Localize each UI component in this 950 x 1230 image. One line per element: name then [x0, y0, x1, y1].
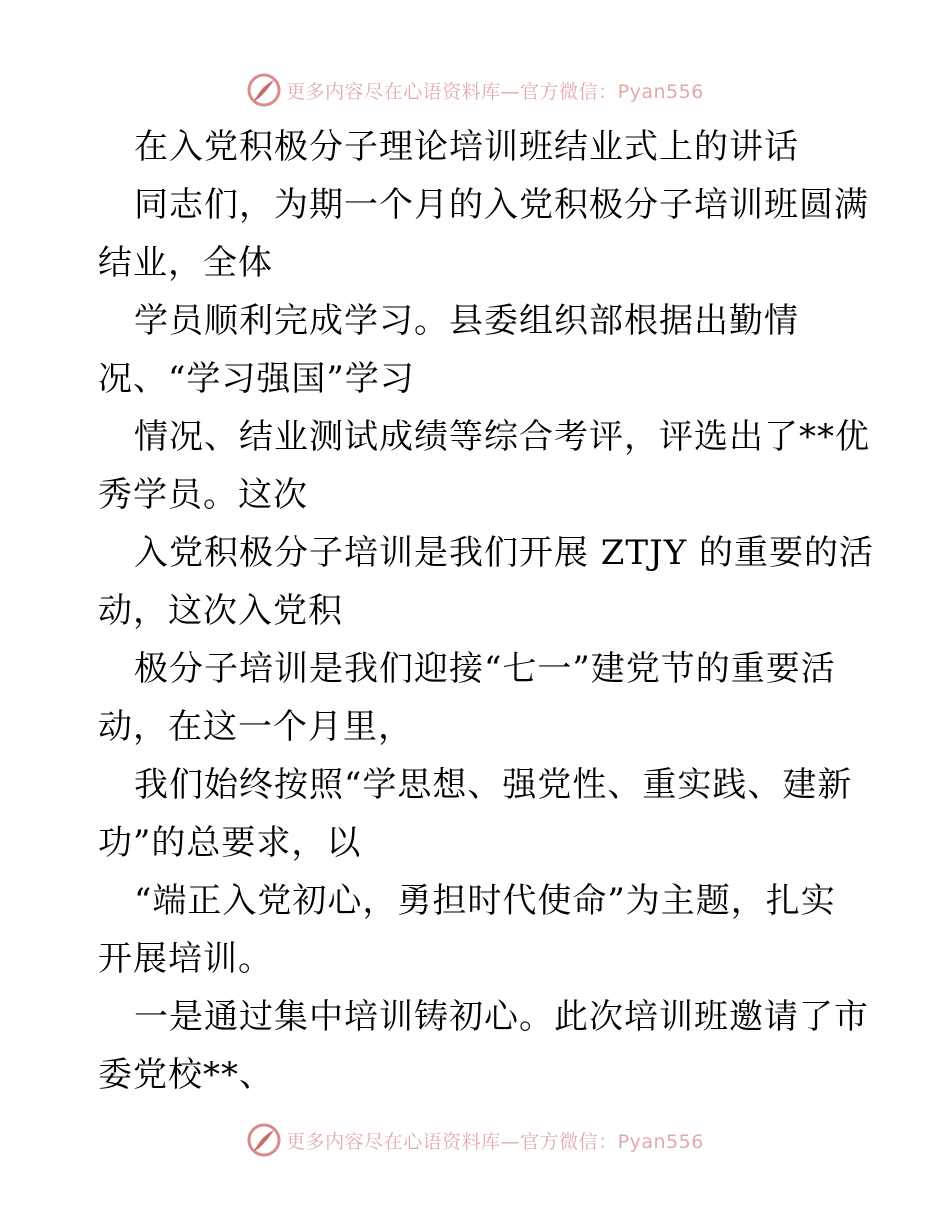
paragraph-line: 况、“学习强国”学习: [98, 359, 415, 399]
paragraph-line: 同志们，为期一个月的入党积极分子培训班圆满: [134, 185, 869, 225]
paragraph-line: 结业，全体: [98, 243, 273, 283]
paragraph-line: 秀学员。这次: [98, 475, 308, 515]
watermark-text: 更多内容尽在心语资料库—官方微信：Pyan556: [286, 1130, 704, 1153]
paragraph-line: 我们始终按照“学思想、强党性、重实践、建新: [134, 765, 853, 805]
paragraph-line: 学员顺利完成学习。县委组织部根据出勤情: [134, 301, 799, 341]
watermark-footer: [0, 1120, 950, 1160]
paragraph-line: 入党积极分子培训是我们开展 ZTJY 的重要的活: [134, 533, 874, 573]
paragraph-line: 一是通过集中培训铸初心。此次培训班邀请了市: [134, 997, 869, 1037]
paragraph-line: “端正入党初心，勇担时代使命”为主题，扎实: [134, 881, 836, 921]
watermark-text: 更多内容尽在心语资料库—官方微信：Pyan556: [286, 80, 704, 103]
paragraph-line: 极分子培训是我们迎接“七一”建党节的重要活: [134, 649, 836, 689]
paragraph-line: 动，这次入党积: [98, 591, 343, 631]
paragraph-line: 动，在这一个月里，: [98, 707, 413, 747]
document-body: [98, 118, 874, 1104]
document-title: 在入党积极分子理论培训班结业式上的讲话: [134, 127, 799, 167]
watermark-header: [0, 70, 950, 110]
paragraph-line: 情况、结业测试成绩等综合考评，评选出了**优: [134, 417, 870, 457]
quill-logo-icon: [246, 72, 282, 108]
paragraph-line: 功”的总要求，以: [98, 823, 362, 863]
quill-logo-icon: [246, 1122, 282, 1158]
paragraph-line: 委党校**、: [98, 1055, 274, 1095]
paragraph-line: 开展培训。: [98, 939, 273, 979]
